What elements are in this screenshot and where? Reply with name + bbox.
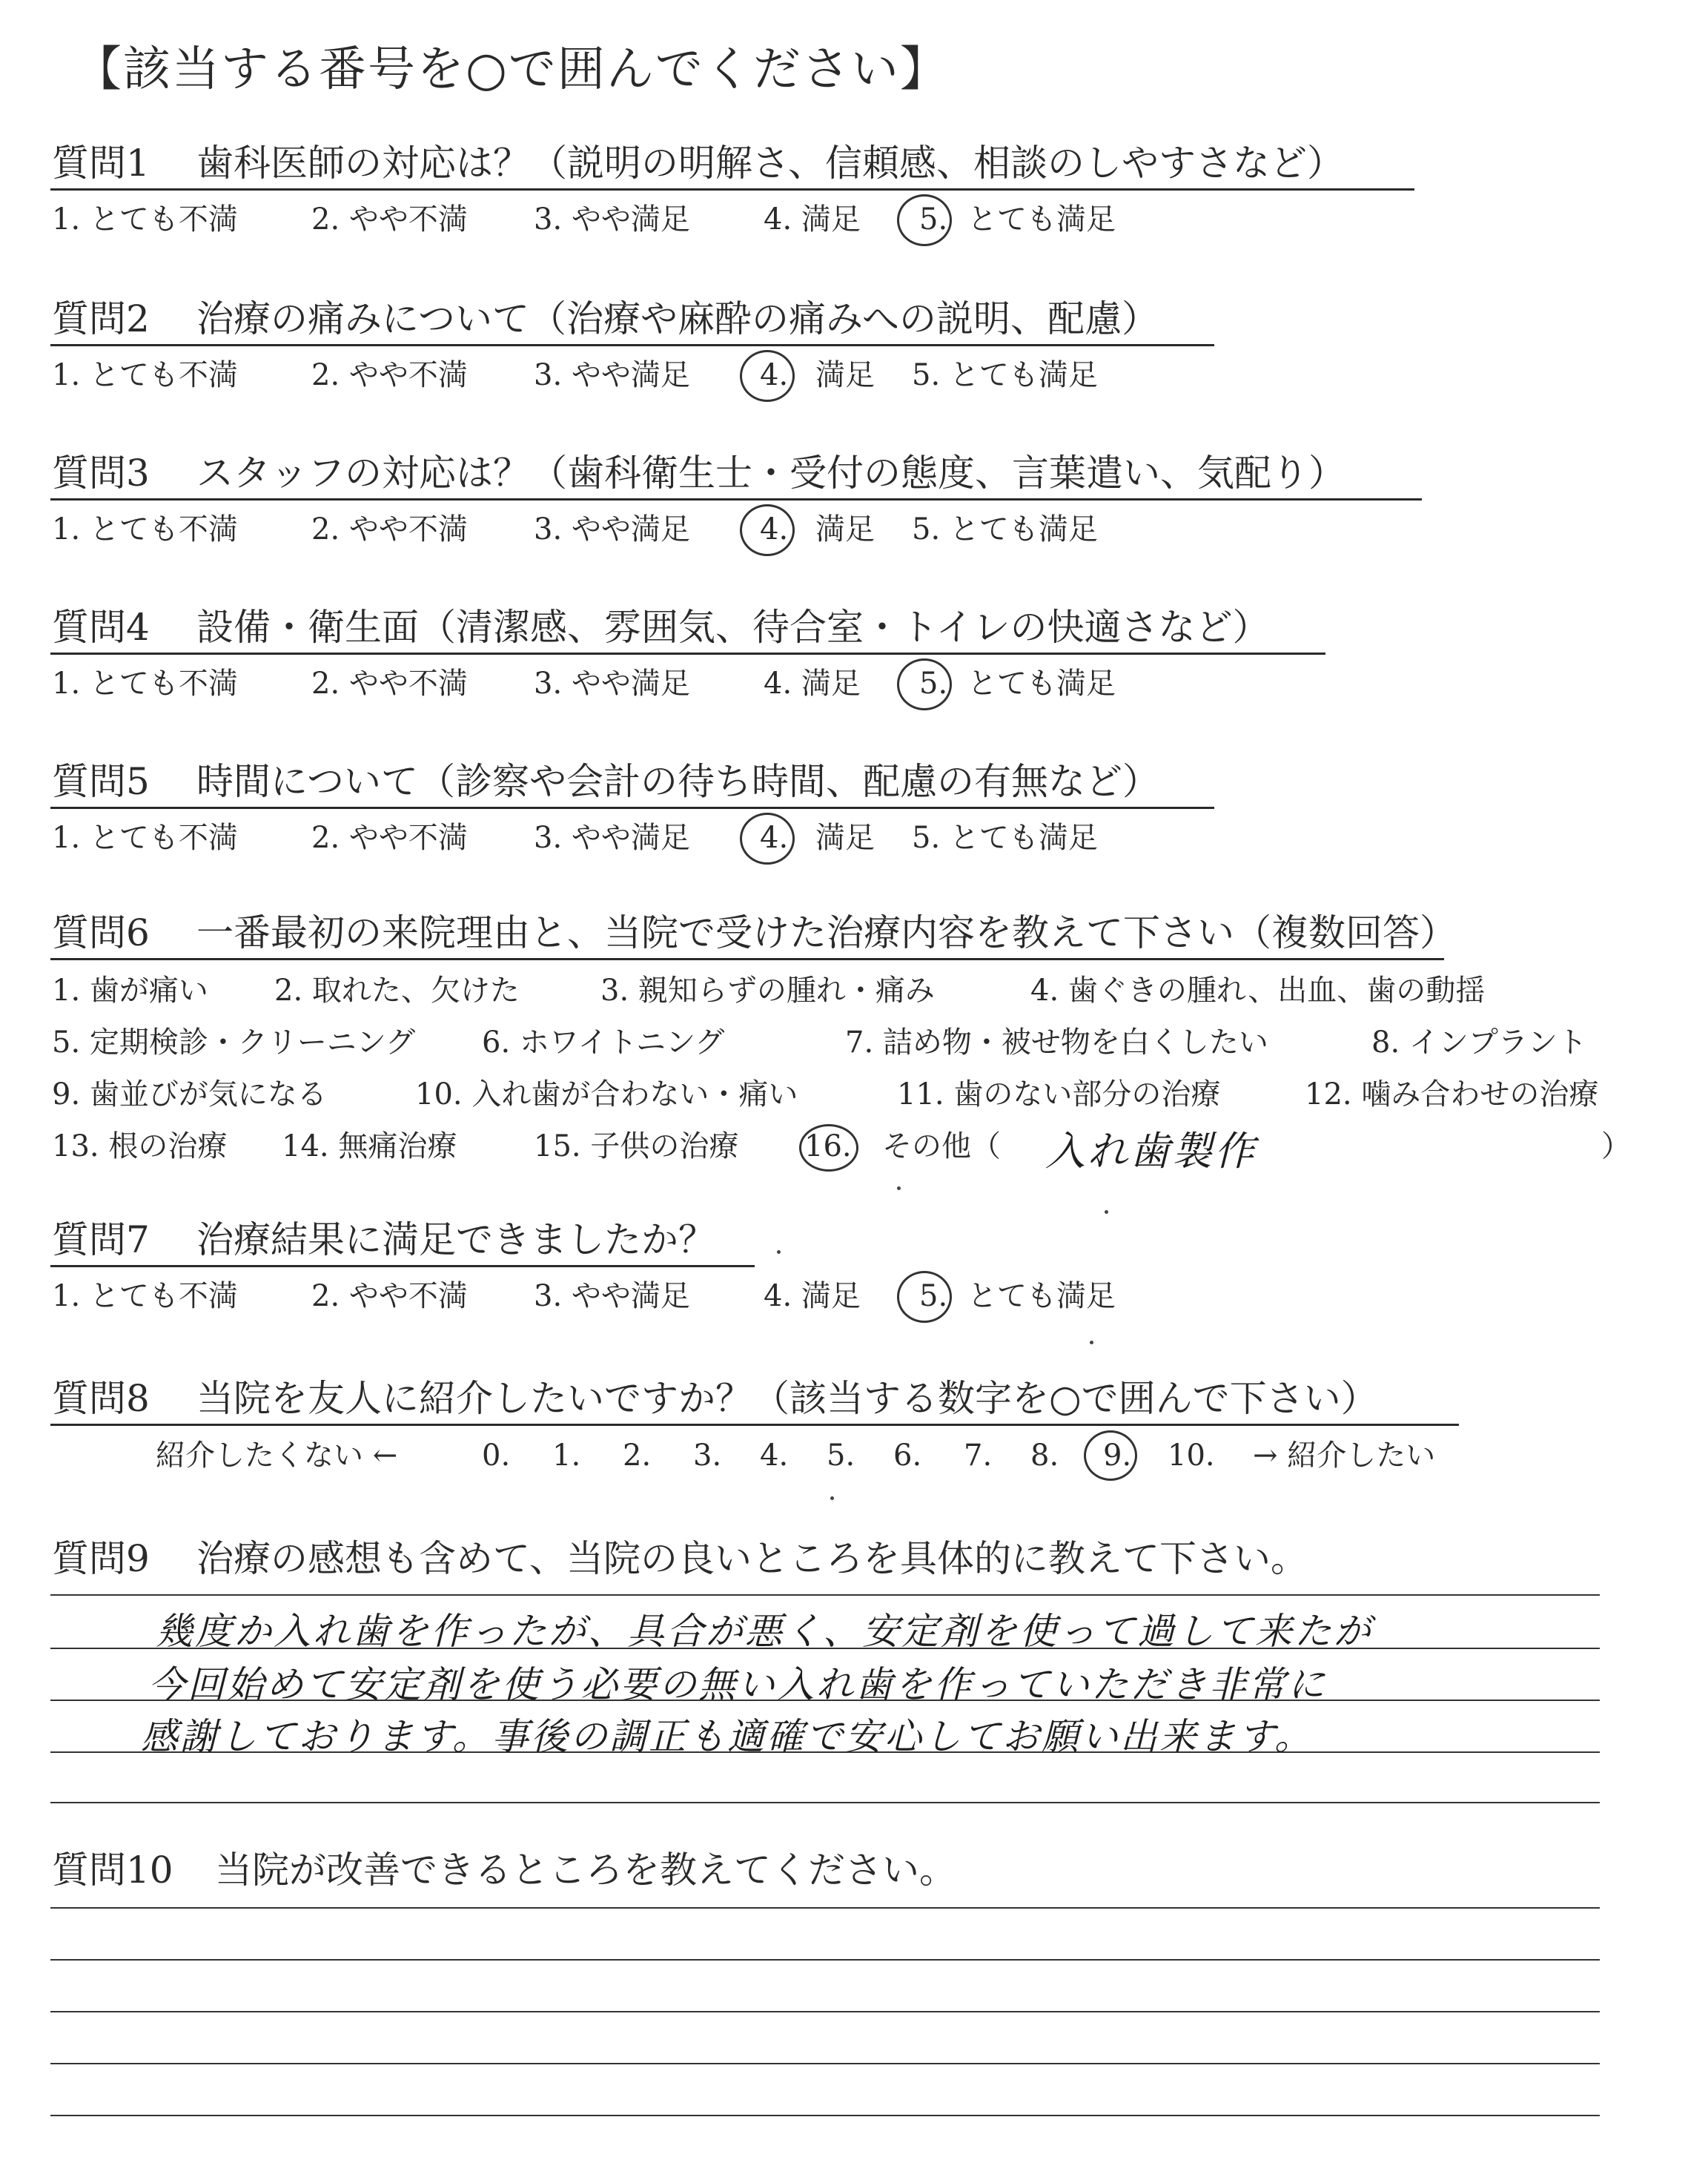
q7-options: [52, 1275, 1238, 1317]
q4-option-3[interactable]: 3. やや満足: [534, 667, 690, 701]
q2-option-2[interactable]: 2. やや不満: [311, 358, 468, 392]
q6-option-4[interactable]: 4. 歯ぐきの腫れ、出血、歯の動揺: [1030, 974, 1486, 1008]
q3-option-1[interactable]: 1. とても不満: [52, 512, 238, 546]
q7-label: 質問7: [52, 1218, 150, 1261]
q9-write-line-5: [50, 1802, 1600, 1803]
q1-selection-circle: [897, 194, 952, 246]
q10-write-line-2: [50, 1959, 1600, 1961]
q10-write-line-5: [50, 2115, 1600, 2116]
q5-underline: [50, 807, 1214, 809]
q8-scale-6[interactable]: 6.: [893, 1439, 922, 1473]
q5-option-6[interactable]: 5. とても満足: [912, 821, 1098, 855]
q2-option-1[interactable]: 1. とても不満: [52, 358, 238, 392]
q1-text: 歯科医師の対応は？（説明の明解さ、信頼感、相談のしやすさなど）: [196, 142, 1344, 185]
q4-option-2[interactable]: 2. やや不満: [311, 667, 468, 701]
q5-option-2[interactable]: 2. やや不満: [311, 821, 468, 855]
q4-underline: [50, 653, 1325, 655]
q8-right-label: → 紹介したい: [1253, 1439, 1436, 1473]
q6-option-7[interactable]: 7. 詰め物・被せ物を白くしたい: [845, 1025, 1268, 1060]
q6-option-11[interactable]: 11. 歯のない部分の治療: [897, 1077, 1221, 1112]
q5-text: 時間について（診察や会計の待ち時間、配慮の有無など）: [196, 760, 1159, 803]
q7-text: 治療結果に満足できましたか？: [196, 1218, 715, 1261]
q6-option-3[interactable]: 3. 親知らずの腫れ・痛み: [600, 974, 935, 1008]
q3-option-4[interactable]: 4.: [760, 512, 789, 546]
q5-option-4[interactable]: 4.: [760, 821, 789, 855]
q3-underline: [50, 498, 1422, 501]
q8-underline: [50, 1424, 1459, 1426]
q3-option-3[interactable]: 3. やや満足: [534, 512, 690, 546]
q4-option-1[interactable]: 1. とても不満: [52, 667, 238, 701]
q6-option-8[interactable]: 8. インプラント: [1371, 1025, 1587, 1060]
q7-underline: [50, 1265, 755, 1267]
q6-close-paren: ）: [1601, 1129, 1631, 1163]
q6-row-4: [52, 1126, 1646, 1175]
q2-options: [52, 354, 1238, 396]
q6-option-12[interactable]: 12. 噛み合わせの治療: [1305, 1077, 1599, 1112]
q4-option-6[interactable]: とても満足: [967, 667, 1116, 701]
q6-option-14[interactable]: 14. 無痛治療: [282, 1129, 457, 1163]
q8-scale-7[interactable]: 7.: [964, 1439, 993, 1473]
q8-text: 当院を友人に紹介したいですか？（該当する数字を○で囲んで下さい）: [196, 1377, 1378, 1420]
q1-option-6[interactable]: とても満足: [967, 202, 1116, 237]
q10-write-line-1: [50, 1907, 1600, 1909]
q6-label: 質問6: [52, 911, 150, 954]
q6-text: 一番最初の来院理由と、当院で受けた治療内容を教えて下さい（複数回答）: [196, 911, 1457, 954]
q2-label: 質問2: [52, 297, 150, 340]
q4-options: [52, 663, 1238, 704]
q4-text: 設備・衛生面（清潔感、雰囲気、待合室・トイレの快適さなど）: [196, 606, 1270, 649]
q6-handwritten-other: 入れ歯製作: [1045, 1128, 1257, 1175]
q6-option-2[interactable]: 2. 取れた、欠けた: [274, 974, 520, 1008]
q8-scale-0[interactable]: 0.: [482, 1439, 511, 1473]
q1-option-2[interactable]: 2. やや不満: [311, 202, 468, 237]
q10-label: 質問10: [52, 1849, 173, 1892]
q2-underline: [50, 344, 1214, 346]
q9-text: 治療の感想も含めて、当院の良いところを具体的に教えて下さい。: [196, 1537, 1308, 1580]
q8-scale-3[interactable]: 3.: [693, 1439, 722, 1473]
q3-selection-circle: [740, 504, 795, 556]
q4-selection-circle: [897, 658, 952, 710]
q3-label: 質問3: [52, 452, 150, 495]
q7-option-1[interactable]: 1. とても不満: [52, 1279, 238, 1313]
q2-option-5[interactable]: 満足: [815, 358, 875, 392]
q6-option-1[interactable]: 1. 歯が痛い: [52, 974, 208, 1008]
q8-selection-circle: [1084, 1430, 1137, 1481]
q1-option-1[interactable]: 1. とても不満: [52, 202, 238, 237]
q4-option-5[interactable]: 5.: [919, 667, 948, 701]
q6-row-2: [52, 1022, 1646, 1063]
q6-option-5[interactable]: 5. 定期検診・クリーニング: [52, 1025, 416, 1060]
q9-answer-line-2: 今回始めて安定剤を使う必要の無い入れ歯を作っていただき非常に: [148, 1663, 1327, 1706]
q7-option-3[interactable]: 3. やや満足: [534, 1279, 690, 1313]
q5-option-5[interactable]: 満足: [815, 821, 875, 855]
scan-speck: [777, 1250, 781, 1254]
q6-option-other[interactable]: その他（: [882, 1129, 1001, 1163]
q8-scale-10[interactable]: 10.: [1168, 1439, 1215, 1473]
q6-option-9[interactable]: 9. 歯並びが気になる: [52, 1077, 327, 1112]
q2-option-6[interactable]: 5. とても満足: [912, 358, 1098, 392]
q1-option-4[interactable]: 4. 満足: [764, 202, 861, 237]
page-title: 【該当する番号を○で囲んでください】: [74, 42, 949, 97]
q3-option-5[interactable]: 満足: [815, 512, 875, 546]
scan-speck: [1090, 1341, 1093, 1344]
q8-label: 質問8: [52, 1377, 150, 1420]
q1-underline: [50, 188, 1414, 191]
q7-option-4[interactable]: 4. 満足: [764, 1279, 861, 1313]
q5-option-1[interactable]: 1. とても不満: [52, 821, 238, 855]
q3-options: [52, 509, 1238, 550]
q6-option-13[interactable]: 13. 根の治療: [52, 1129, 228, 1163]
q2-option-3[interactable]: 3. やや満足: [534, 358, 690, 392]
scan-speck: [897, 1186, 901, 1190]
q6-option-6[interactable]: 6. ホワイトニング: [482, 1025, 725, 1060]
q8-scale: [156, 1435, 1490, 1476]
q6-underline: [50, 958, 1444, 960]
q6-option-16[interactable]: 16.: [804, 1129, 852, 1163]
q1-option-3[interactable]: 3. やや満足: [534, 202, 690, 237]
q5-selection-circle: [740, 813, 795, 865]
q6-selection-circle: [799, 1124, 858, 1172]
q4-option-4[interactable]: 4. 満足: [764, 667, 861, 701]
q3-option-6[interactable]: 5. とても満足: [912, 512, 1098, 546]
q8-scale-1[interactable]: 1.: [552, 1439, 581, 1473]
q5-label: 質問5: [52, 760, 150, 803]
q1-options: [52, 199, 1238, 240]
q8-scale-8[interactable]: 8.: [1030, 1439, 1059, 1473]
q7-option-5-label: とても満足: [967, 1279, 1116, 1313]
q4-label: 質問4: [52, 606, 150, 649]
q6-row-3: [52, 1074, 1668, 1115]
q7-option-5[interactable]: 5.: [919, 1279, 948, 1313]
q6-option-15[interactable]: 15. 子供の治療: [534, 1129, 739, 1163]
q7-selection-circle: [897, 1271, 952, 1323]
scan-speck: [830, 1496, 834, 1500]
q7-option-2[interactable]: 2. やや不満: [311, 1279, 468, 1313]
q8-scale-9[interactable]: 9.: [1103, 1439, 1132, 1473]
q10-text: 当院が改善できるところを教えてください。: [215, 1849, 956, 1892]
q2-selection-circle: [740, 350, 795, 402]
q10-write-line-3: [50, 2011, 1600, 2012]
q8-scale-5[interactable]: 5.: [827, 1439, 855, 1473]
q6-option-10[interactable]: 10. 入れ歯が合わない・痛い: [415, 1077, 798, 1112]
q9-answer-line-1: 幾度か入れ歯を作ったが、具合が悪く、安定剤を使って過して来たが: [156, 1610, 1373, 1653]
q8-scale-4[interactable]: 4.: [760, 1439, 789, 1473]
q3-option-2[interactable]: 2. やや不満: [311, 512, 468, 546]
q10-write-line-4: [50, 2063, 1600, 2064]
q9-label: 質問9: [52, 1537, 150, 1580]
q9-answer-line-3: 感謝しております。事後の調正も適確で安心してお願い出来ます。: [141, 1715, 1314, 1758]
q3-text: スタッフの対応は？（歯科衛生士・受付の態度、言葉遣い、気配り）: [196, 452, 1345, 495]
q5-options: [52, 817, 1238, 859]
q8-scale-2[interactable]: 2.: [623, 1439, 652, 1473]
q2-text: 治療の痛みについて（治療や麻酔の痛みへの説明、配慮）: [196, 297, 1159, 340]
q8-left-label: 紹介したくない ←: [156, 1439, 398, 1473]
scan-speck: [1105, 1210, 1108, 1214]
q6-row-1: [52, 970, 1646, 1011]
q1-label: 質問1: [52, 142, 150, 185]
q5-option-3[interactable]: 3. やや満足: [534, 821, 690, 855]
q1-option-5[interactable]: 5.: [919, 202, 948, 237]
q2-option-4[interactable]: 4.: [760, 358, 789, 392]
q9-write-line-1: [50, 1594, 1600, 1596]
